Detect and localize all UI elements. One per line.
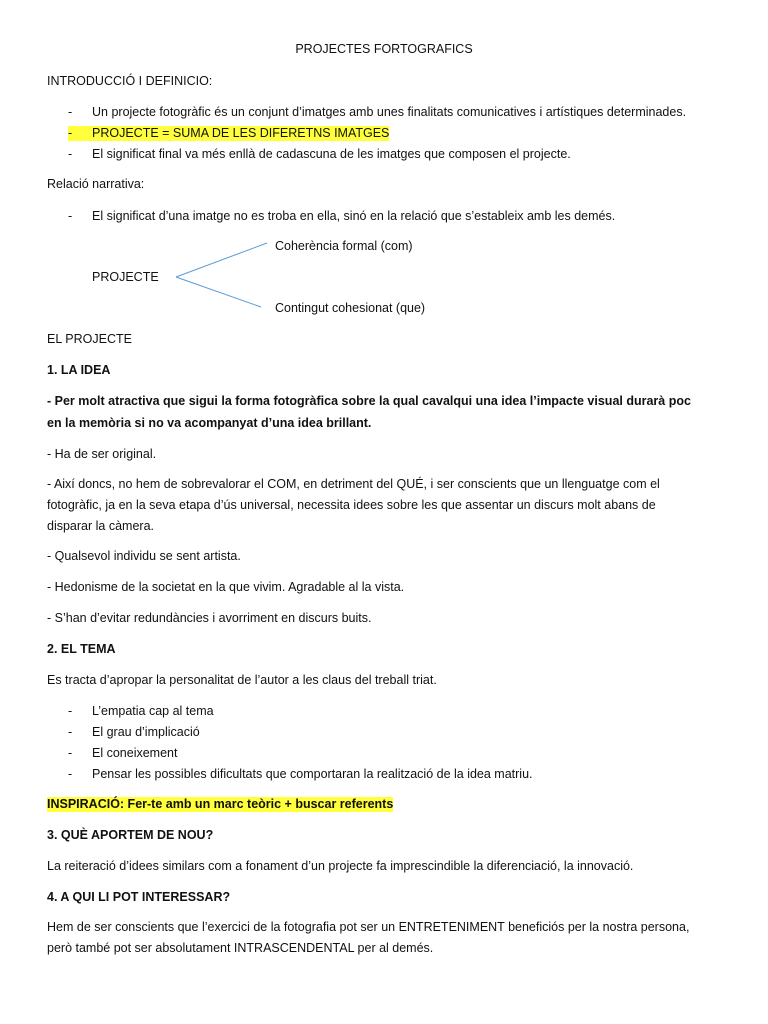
- bullet-dash: -: [68, 126, 92, 141]
- paragraph-line: però també pot ser absolutament INTRASCENDENTAL per al demés.: [47, 941, 434, 955]
- paragraph-line: Hem de ser conscients que l’exercici de la fotografia pot ser un ENTRETENIMENT beneficiós per la nostra persona,: [47, 920, 690, 934]
- diagram-lines: [170, 240, 270, 310]
- list-item-text: Un projecte fotogràfic és un conjunt d’imatges amb unes finalitats comunicatives i artístiques determinades.: [92, 105, 687, 119]
- paragraph: - S’han d’evitar redundàncies i avorriment en discurs buits.: [47, 611, 372, 625]
- intro-heading: INTRODUCCIÓ I DEFINICIO:: [47, 74, 213, 88]
- paragraph: - Hedonisme de la societat en la que vivim. Agradable al la vista.: [47, 580, 405, 594]
- list-item-text: El coneixement: [92, 746, 178, 760]
- audience-heading: 4. A QUI LI POT INTERESSAR?: [47, 890, 231, 904]
- paragraph: La reiteració d’idees similars com a fonament d’un projecte fa imprescindible la diferenciació, la innovació.: [47, 859, 634, 873]
- list-item-text: El significat d’una imatge no es troba en ella, sinó en la relació que s’estableix amb les demés.: [92, 209, 616, 223]
- list-item-text: PROJECTE = SUMA DE LES DIFERETNS IMATGES: [92, 126, 390, 140]
- page-title: PROJECTES FORTOGRAFICS: [295, 42, 473, 56]
- list-item-text: Pensar les possibles dificultats que comportaran la realització de la idea matriu.: [92, 767, 533, 781]
- paragraph: - Ha de ser original.: [47, 447, 157, 461]
- bullet-dash: -: [68, 746, 73, 760]
- narrative-heading: Relació narrativa:: [47, 177, 145, 191]
- paragraph: Es tracta d’apropar la personalitat de l’autor a les claus del treball triat.: [47, 673, 437, 687]
- diagram-branch-bottom: Contingut cohesionat (que): [275, 301, 426, 315]
- bullet-dash: -: [68, 147, 73, 161]
- paragraph-line: - Així doncs, no hem de sobrevalorar el COM, en detriment del QUÉ, i ser conscients que un llenguatge com el: [47, 477, 660, 491]
- diagram-line-bottom: [176, 277, 261, 307]
- diagram-branch-top: Coherència formal (com): [275, 239, 413, 253]
- section-heading: EL PROJECTE: [47, 332, 132, 346]
- inspiration-highlight: INSPIRACIÓ: Fer-te amb un marc teòric + buscar referents: [47, 797, 394, 811]
- theme-heading: 2. EL TEMA: [47, 642, 116, 656]
- paragraph-line: disparar la càmera.: [47, 519, 154, 533]
- bullet-dash: -: [68, 209, 73, 223]
- list-item-text: L’empatia cap al tema: [92, 704, 214, 718]
- idea-bold-line: en la memòria si no va acompanyat d’una idea brillant.: [47, 416, 372, 430]
- bullet-dash: -: [68, 704, 73, 718]
- diagram-root: PROJECTE: [92, 270, 159, 284]
- idea-bold-line: - Per molt atractiva que sigui la forma fotogràfica sobre la qual cavalqui una idea l’impacte visual durarà poc: [47, 394, 691, 408]
- bullet-dash: -: [68, 105, 73, 119]
- list-item-text: El grau d’implicació: [92, 725, 200, 739]
- paragraph: - Qualsevol individu se sent artista.: [47, 549, 241, 563]
- list-item-text: El significat final va més enllà de cadascuna de les imatges que composen el projecte.: [92, 147, 571, 161]
- bullet-dash: -: [68, 725, 73, 739]
- idea-heading: 1. LA IDEA: [47, 363, 111, 377]
- bullet-dash: -: [68, 767, 73, 781]
- new-heading: 3. QUÈ APORTEM DE NOU?: [47, 828, 214, 842]
- paragraph-line: fotogràfic, ja en la seva etapa d’ús universal, necessita idees sobre les que assentar un discurs molt abans de: [47, 498, 656, 512]
- diagram-line-top: [176, 243, 267, 277]
